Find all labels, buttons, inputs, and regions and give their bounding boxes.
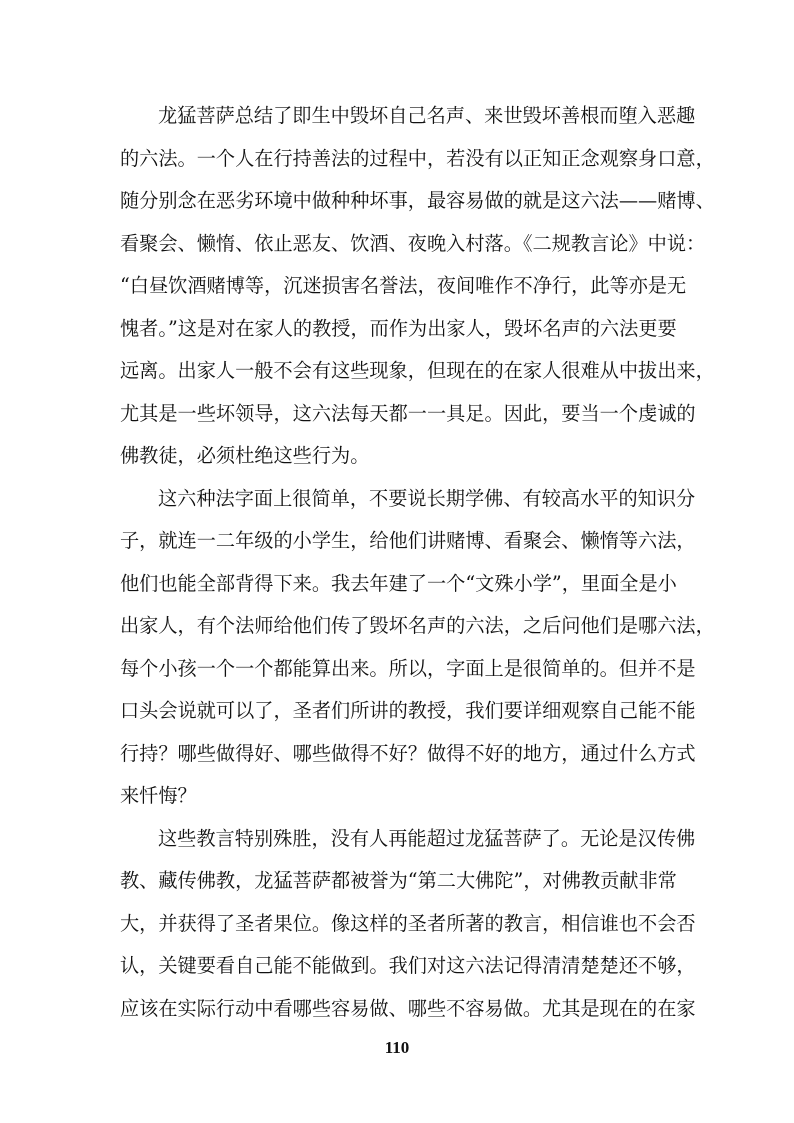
page-number: 110 [384, 1038, 410, 1057]
text-line: 远离。出家人一般不会有这些现象，但现在的在家人很难从中拔出来， [120, 359, 715, 382]
text-line: 子，就连一二年级的小学生，给他们讲赌博、看聚会、懒惰等六法， [120, 529, 696, 552]
text-line: 的六法。一个人在行持善法的过程中，若没有以正知正念观察身口意， [120, 147, 715, 170]
text-line: 这六种法字面上很简单，不要说长期学佛、有较高水平的知识分 [158, 487, 696, 510]
text-line: “白昼饮酒赌博等，沉迷损害名誉法，夜间唯作不净行，此等亦是无 [120, 274, 687, 297]
text-line: 尤其是一些坏领导，这六法每天都一一具足。因此，要当一个虔诚的 [120, 402, 696, 425]
text-line: 随分别念在恶劣环境中做种种坏事，最容易做的就是这六法——赌博、 [120, 189, 715, 212]
text-line: 看聚会、懒惰、依止恶友、饮酒、夜晚入村落。《二规教言论》中说： [120, 232, 706, 255]
text-line: 应该在实际行动中看哪些容易做、哪些不容易做。尤其是现在的在家 [120, 997, 696, 1020]
text-line: 这些教言特别殊胜，没有人再能超过龙猛菩萨了。无论是汉传佛 [158, 827, 696, 850]
text-line: 来忏悔？ [120, 784, 197, 807]
text-line: 大，并获得了圣者果位。像这样的圣者所著的教言，相信谁也不会否 [120, 912, 696, 935]
text-line: 出家人，有个法师给他们传了毁坏名声的六法，之后问他们是哪六法， [120, 614, 715, 637]
text-line: 龙猛菩萨总结了即生中毁坏自己名声、来世毁坏善根而堕入恶趣 [158, 104, 696, 127]
text-line: 每个小孩一个一个都能算出来。所以，字面上是很简单的。但并不是 [120, 657, 696, 680]
text-line: 行持？哪些做得好、哪些做得不好？做得不好的地方，通过什么方式 [120, 742, 696, 765]
text-line: 教、藏传佛教，龙猛菩萨都被誉为“第二大佛陀”，对佛教贡献非常 [120, 869, 677, 892]
text-line: 他们也能全部背得下来。我去年建了一个“文殊小学”，里面全是小 [120, 572, 677, 595]
text-line: 佛教徒，必须杜绝这些行为。 [120, 444, 370, 467]
text-line: 口头会说就可以了，圣者们所讲的教授，我们要详细观察自己能不能 [120, 699, 696, 722]
text-line: 愧者。”这是对在家人的教授，而作为出家人，毁坏名声的六法更要 [120, 317, 677, 340]
text-line: 认，关键要看自己能不能做到。我们对这六法记得清清楚楚还不够， [120, 954, 696, 977]
